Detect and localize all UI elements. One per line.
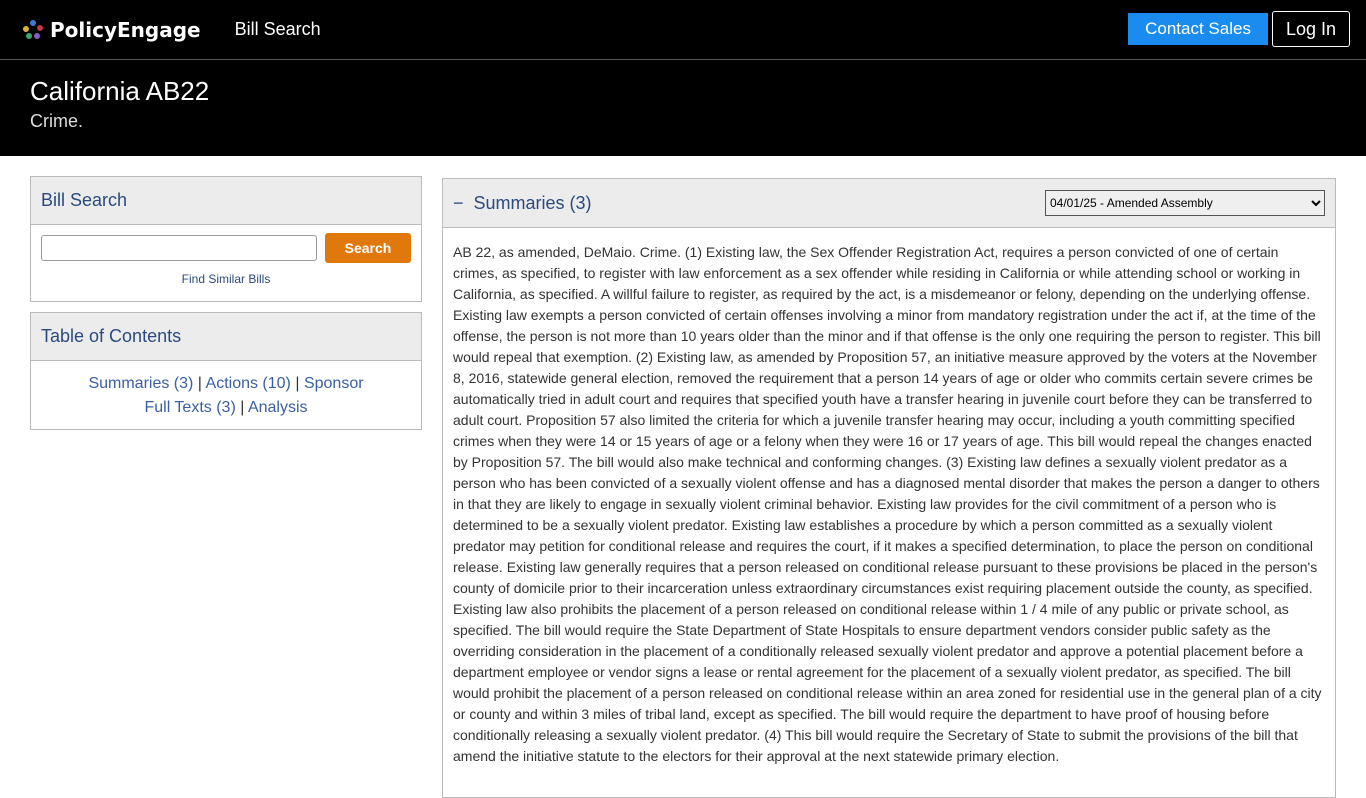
summaries-panel bbox=[442, 178, 1336, 798]
bill-search-panel bbox=[30, 176, 422, 302]
separator: | bbox=[240, 399, 245, 416]
bill-header bbox=[0, 60, 1366, 156]
brand-logo[interactable] bbox=[22, 18, 201, 42]
contact-sales-button[interactable]: Contact Sales bbox=[1128, 13, 1268, 45]
panel-title: Table of Contents bbox=[31, 313, 421, 361]
collapse-icon: − bbox=[453, 192, 464, 213]
toc-summaries-link[interactable]: Summaries (3) bbox=[88, 375, 194, 392]
find-similar-bills-link[interactable]: Find Similar Bills bbox=[181, 272, 271, 286]
toc-sponsor-link[interactable]: Sponsor bbox=[303, 375, 364, 392]
toc-actions-link[interactable]: Actions (10) bbox=[205, 375, 291, 392]
version-select[interactable] bbox=[1045, 190, 1325, 216]
panel-title: Summaries (3) bbox=[473, 192, 592, 213]
separator: | bbox=[197, 375, 202, 392]
panel-title: Bill Search bbox=[31, 177, 421, 225]
nav-bill-search[interactable]: Bill Search bbox=[234, 19, 321, 39]
top-navbar bbox=[0, 0, 1366, 60]
logo-dots-icon bbox=[22, 19, 44, 41]
toc-panel bbox=[30, 312, 422, 430]
separator: | bbox=[295, 375, 300, 392]
page-subtitle: Crime. bbox=[30, 111, 83, 131]
brand-name: PolicyEngage bbox=[50, 17, 201, 42]
bill-search-input[interactable] bbox=[41, 235, 317, 261]
summary-text: AB 22, as amended, DeMaio. Crime. (1) Existing law, the Sex Offender Registration Act, requires a person convicted of one of certain crimes, as specified, to register with law enforcement as a sex offender while residing in California or while attending school or working in California, as specified. A willful failure to register, as required by the act, is a misdemeanor or felony, depending on the underlying offense. Existing law exempts a person convicted of certain offenses involving a minor from mandatory registration under the act if, at the time of the offense, the person is not more than 10 years older than the minor and if that offense is the only one requiring the person to register. This bill would repeal that exemption. (2) Existing law, as amended by Proposition 57, an initiative measure approved by the voters at the November 8, 2016, statewide general election, removed the requirement that a person 14 years of age or older who commits certain severe crimes be automatically tried in adult court and requires that specified youth have a transfer hearing in juvenile court before they can be transferred to adult court. Proposition 57 also limited the criteria for which a juvenile transfer hearing may occur, including a youth committing specified crimes when they were 14 or 15 years of age or a felony when they were 16 or 17 years of age. This bill would repeal the changes enacted by Proposition 57. The bill would also make technical and conforming changes. (3) Existing law defines a sexually violent predator as a person who has been convicted of a sexually violent offense and has a diagnosed mental disorder that makes the person a danger to others in that they are likely to engage in sexually violent criminal behavior. Existing law provides for the civil commitment of a person who is determined to be a sexually violent predator. Existing law establishes a procedure by which a person committed as a sexually violent predator may petition for conditional release and requires the court, if it makes a specified determination, to place the person on conditional release. Existing law generally requires that a person released on conditional release pursuant to these provisions be placed in the person's county of domicile prior to their incarceration unless extraordinary circumstances exist requiring placement outside the county, as specified. Existing law also prohibits the placement of a person released on conditional release within 1 / 4 mile of any public or private school, as specified. The bill would require the State Department of State Hospitals to ensure department vendors consider public safety as the overriding consideration in the placement of a conditionally released sexually violent predator and approve a potential placement before a department employee or vendor signs a lease or rental agreement for the placement of a sexually violent predator, as specified. The bill would prohibit the placement of a person released on conditional release within an area zoned for residential use in the general plan of a city or county and within 3 miles of tribal land, except as specified. The bill would require the department to have proof of housing before conditionally releasing a sexually violent predator. (4) This bill would require the Secretary of State to submit the provisions of the bill that amend the initiative statute to the electors for their approval at the next statewide primary election. bbox=[453, 244, 1322, 764]
toc-analysis-link[interactable]: Analysis bbox=[247, 399, 308, 416]
summaries-toggle[interactable] bbox=[453, 193, 592, 214]
search-button[interactable]: Search bbox=[325, 233, 411, 263]
page-title: California AB22 bbox=[30, 76, 210, 106]
login-button[interactable]: Log In bbox=[1272, 11, 1350, 47]
toc-full-texts-link[interactable]: Full Texts (3) bbox=[144, 399, 236, 416]
